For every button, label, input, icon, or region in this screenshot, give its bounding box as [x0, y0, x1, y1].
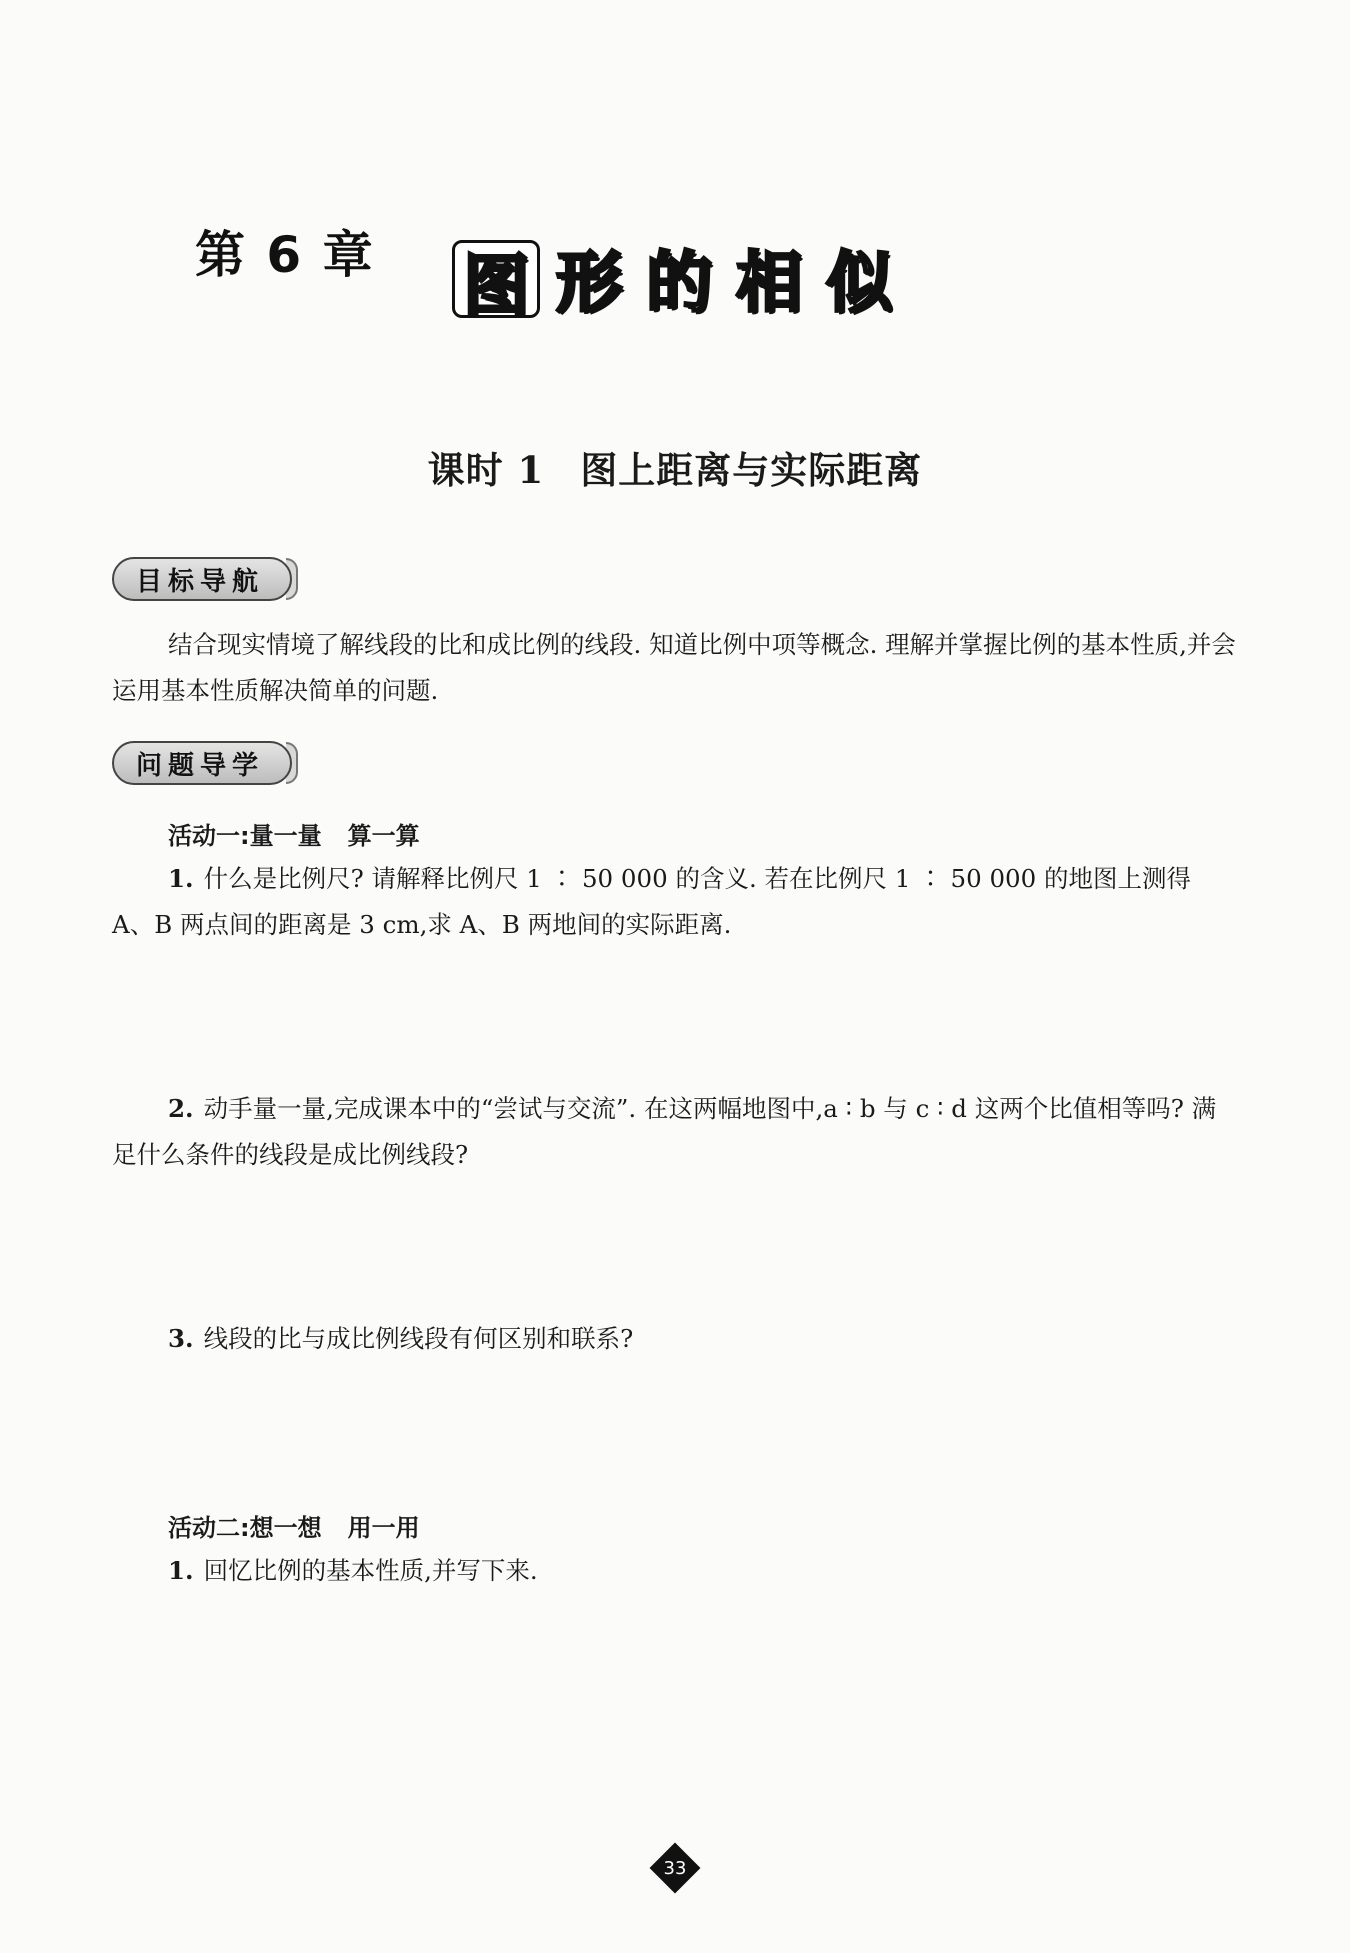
question-text: 回忆比例的基本性质,并写下来. [203, 1556, 538, 1585]
question-text: 什么是比例尺? 请解释比例尺 1 ∶ 50 000 的含义. 若在比例尺 1 ∶ 50 000 的地图上测得 A、B 两点间的距离是 3 cm,求 A、B 两地间的实际距离. [112, 864, 1192, 939]
lesson-title: 图上距离与实际距离 [580, 448, 923, 492]
section-tab-goals [112, 556, 322, 602]
question-text: 动手量一量,完成课本中的“尝试与交流”. 在这两幅地图中,a ∶ b 与 c ∶ d 这两个比值相等吗? 满足什么条件的线段是成比例线段? [112, 1094, 1217, 1169]
question-number: 2. [168, 1094, 194, 1123]
goals-paragraph: 结合现实情境了解线段的比和成比例的线段. 知道比例中项等概念. 理解并掌握比例的基本性质,并会运用基本性质解决简单的问题. [112, 630, 1236, 705]
chapter-title-char: 的 [646, 243, 712, 321]
question-3 [112, 1316, 1236, 1362]
activity-heading [168, 816, 420, 851]
chapter-label: 第 6 章 [195, 226, 375, 284]
page-number [649, 1842, 701, 1894]
question-number: 1. [168, 864, 194, 893]
activity-title-part: 活动二:想一想 [168, 1514, 322, 1542]
question-number: 1. [168, 1556, 194, 1585]
section-tab-label: 目标导航 [112, 557, 292, 601]
lesson-heading [0, 440, 1350, 494]
question-2 [112, 1086, 1236, 1178]
activity-title-part: 用一用 [347, 1514, 420, 1542]
activity-title-part: 算一算 [347, 822, 420, 850]
question-number: 3. [168, 1324, 194, 1353]
question-text: 线段的比与成比例线段有何区别和联系? [203, 1324, 634, 1353]
activity-title-part: 活动一:量一量 [168, 822, 322, 850]
section-tab-label: 问题导学 [112, 741, 292, 785]
section-tab-guide [112, 740, 322, 786]
question-1 [112, 1548, 1236, 1594]
chapter-title-char: 形 [556, 243, 622, 321]
chapter-title [452, 240, 900, 324]
lesson-number: 课时 1 [427, 448, 545, 492]
chapter-title-char: 似 [826, 243, 892, 321]
activity-heading [168, 1508, 420, 1543]
chapter-title-char: 图 [452, 240, 540, 318]
chapter-title-char: 相 [736, 243, 802, 321]
page-number-text: 33 [663, 1857, 687, 1879]
question-1 [112, 856, 1236, 948]
